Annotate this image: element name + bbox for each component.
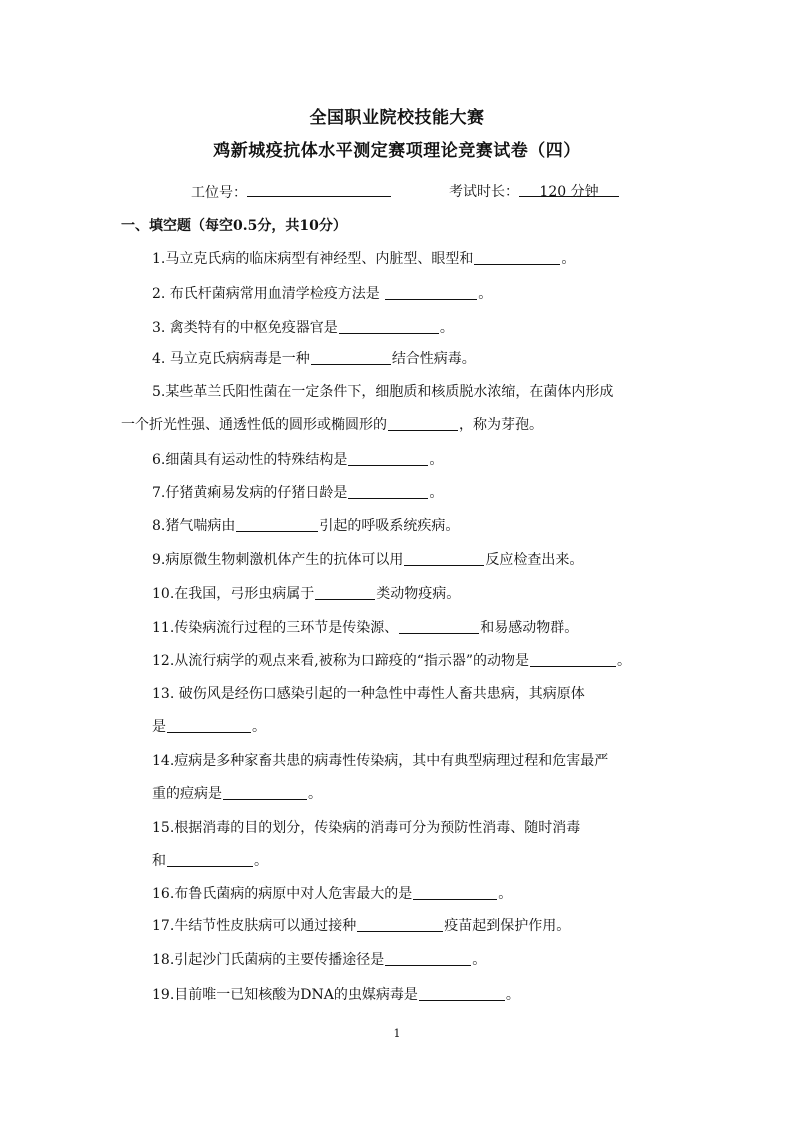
question-text: 7.仔猪黄痢易发病的仔猪日龄是 <box>152 485 348 501</box>
question-text: 16.布鲁氏菌病的病原中对人危害最大的是 <box>152 886 413 902</box>
question-14-line1 <box>152 750 608 770</box>
question-text: 6.细菌具有运动性的特殊结构是 <box>152 452 348 468</box>
question-5-line1 <box>152 381 613 401</box>
question-text: 。 <box>617 653 632 669</box>
question-text: 。 <box>561 251 576 267</box>
question-6 <box>152 449 443 469</box>
question-5-line2 <box>121 414 543 434</box>
question-7 <box>152 482 443 502</box>
question-text: 是 <box>152 719 166 735</box>
question-1 <box>152 248 575 268</box>
answer-blank <box>530 652 616 667</box>
question-19 <box>152 984 520 1004</box>
station-blank <box>247 181 391 197</box>
question-text: 和 <box>152 853 166 869</box>
question-15-line2 <box>152 850 268 870</box>
question-text: 1.马立克氏病的临床病型有神经型、内脏型、眼型和 <box>152 251 474 267</box>
question-text: 引起的呼吸系统疾病。 <box>319 518 460 534</box>
question-text: 一个折光性强、通透性低的圆形或椭圆形的 <box>121 417 387 433</box>
answer-blank <box>385 285 477 300</box>
question-11 <box>152 617 578 637</box>
question-text: 和易感动物群。 <box>480 620 579 636</box>
question-text: 。 <box>252 719 266 735</box>
answer-blank <box>419 986 505 1001</box>
question-text: 12.从流行病学的观点来看,被称为口蹄疫的“指示器”的动物是 <box>152 653 530 669</box>
station-label: 工位号： <box>191 185 247 201</box>
question-15-line1 <box>152 817 580 837</box>
question-text: 类动物疫病。 <box>376 586 461 602</box>
question-text: 。 <box>308 786 322 802</box>
exam-title-line2: 鸡新城疫抗体水平测定赛项理论竞赛试卷（四） <box>213 141 581 161</box>
question-text: 15.根据消毒的目的划分，传染病的消毒可分为预防性消毒、随时消毒 <box>152 820 581 836</box>
answer-blank <box>348 451 428 466</box>
time-field <box>449 181 619 201</box>
answer-blank <box>223 785 307 800</box>
question-text: 。 <box>429 485 444 501</box>
question-text: 13. 破伤风是经伤口感染引起的一种急性中毒性人畜共患病，其病原体 <box>152 686 585 702</box>
question-13-line1 <box>152 683 585 703</box>
answer-blank <box>339 319 439 334</box>
question-text: 。 <box>478 286 493 302</box>
time-label: 考试时长： <box>449 184 519 200</box>
question-12 <box>152 650 631 670</box>
answer-blank <box>167 718 251 733</box>
question-text: 8.猪气喘病由 <box>152 518 236 534</box>
answer-blank <box>315 585 375 600</box>
question-17 <box>152 915 570 935</box>
answer-blank <box>311 350 391 365</box>
answer-blank <box>236 517 318 532</box>
page-number: 1 <box>393 1027 401 1040</box>
question-text: 11.传染病流行过程的三环节是传染源、 <box>152 620 399 636</box>
question-text: 。 <box>254 853 268 869</box>
answer-blank <box>413 885 497 900</box>
question-text: 。 <box>439 320 454 336</box>
question-text: 4. 马立克氏病病毒是一种 <box>152 351 310 367</box>
question-text: 17.牛结节性皮肤病可以通过接种 <box>152 918 357 934</box>
question-text: 2. 布氏杆菌病常用血清学检疫方法是 <box>152 286 385 302</box>
question-8 <box>152 515 459 535</box>
question-3 <box>152 317 454 337</box>
answer-blank <box>348 484 428 499</box>
question-text: 14.痘病是多种家畜共患的病毒性传染病，其中有典型病理过程和危害最严 <box>152 753 609 769</box>
question-text: 结合性病毒。 <box>391 351 476 367</box>
question-text: 。 <box>498 886 513 902</box>
question-text: 18.引起沙门氏菌病的主要传播途径是 <box>152 952 385 968</box>
exam-title-line1: 全国职业院校技能大赛 <box>309 108 485 128</box>
question-text: 重的痘病是 <box>152 786 222 802</box>
answer-blank <box>385 951 471 966</box>
question-text: 反应检查出来。 <box>485 552 584 568</box>
question-text: 。 <box>429 452 444 468</box>
answer-blank <box>167 852 253 867</box>
answer-blank <box>474 250 560 265</box>
question-text: 。 <box>505 987 520 1003</box>
question-text: 19.目前唯一已知核酸为DNA的虫媒病毒是 <box>152 987 418 1003</box>
question-16 <box>152 883 512 903</box>
question-14-line2 <box>152 783 322 803</box>
time-value: 120 分钟 <box>519 181 619 197</box>
answer-blank <box>399 619 479 634</box>
question-10 <box>152 583 460 603</box>
question-text: 。 <box>472 952 487 968</box>
question-2 <box>152 283 492 303</box>
question-text: 疫苗起到保护作用。 <box>444 918 571 934</box>
question-4 <box>152 348 476 368</box>
answer-blank <box>404 551 484 566</box>
question-text: 9.病原微生物刺激机体产生的抗体可以用 <box>152 552 404 568</box>
section-heading: 一、填空题（每空0.5分，共10分） <box>121 218 347 234</box>
question-text: 10.在我国，弓形虫病属于 <box>152 586 315 602</box>
question-text: 3. 禽类特有的中枢免疫器官是 <box>152 320 338 336</box>
question-text: 5.某些革兰氏阳性菌在一定条件下，细胞质和核质脱水浓缩，在菌体内形成 <box>152 384 614 400</box>
station-field <box>191 181 391 202</box>
question-text: ，称为芽孢。 <box>459 417 543 433</box>
question-9 <box>152 549 583 569</box>
answer-blank <box>388 416 458 431</box>
question-18 <box>152 949 486 969</box>
answer-blank <box>357 917 443 932</box>
question-13-line2 <box>152 716 266 736</box>
